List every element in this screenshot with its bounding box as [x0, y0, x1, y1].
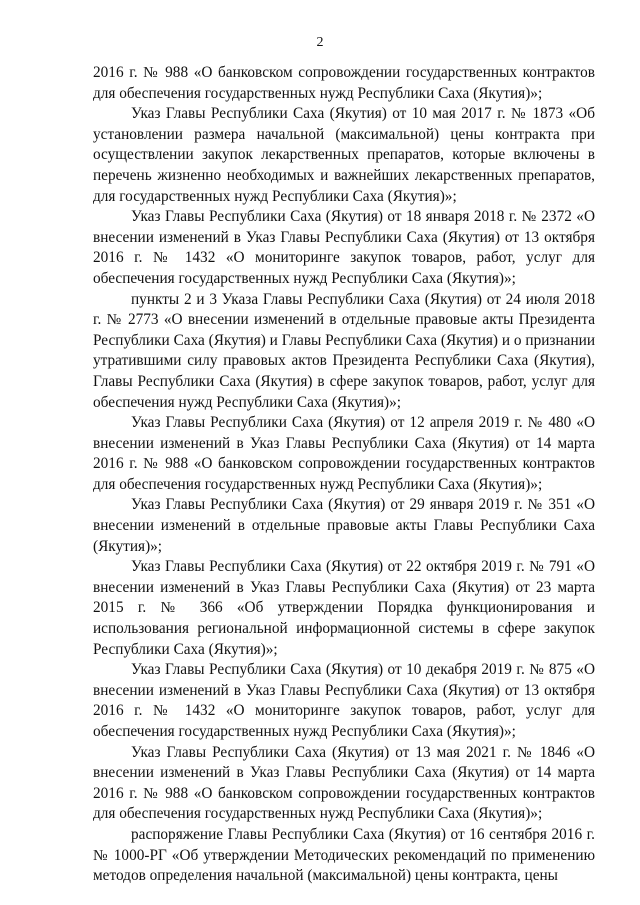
paragraph: пункты 2 и 3 Указа Главы Республики Саха (Якутия) от 24 июля 2018 г. № 2773 «О внесении изменений в отдельные правовые акты Президента Республики Саха (Якутия) и Главы Республики Саха (Якутия) и о признании утратившими силу правовых актов Президента Республики Саха (Якутия), Главы Республики Саха (Якутия) в сфере закупок товаров, работ, услуг для обеспечения нужд Республики Саха (Якутия)»;	[93, 290, 595, 411]
paragraph: Указ Главы Республики Саха (Якутия) от 10 декабря 2019 г. № 875 «О внесении изменений в Указ Главы Республики Саха (Якутия) от 13 октября 2016 г. № 1432 «О мониторинге закупок товаров, работ, услуг для обеспечения государственных нужд Республики Саха (Якутия)»;	[93, 661, 595, 740]
document-body	[93, 63, 595, 887]
paragraph: Указ Главы Республики Саха (Якутия) от 29 января 2019 г. № 351 «О внесении изменений в отдельные правовые акты Главы Республики Саха (Якутия)»;	[93, 496, 595, 555]
paragraph: Указ Главы Республики Саха (Якутия) от 12 апреля 2019 г. № 480 «О внесении изменений в Указ Главы Республики Саха (Якутия) от 14 марта 2016 г. № 988 «О банковском сопровождении государственных контрактов для обеспечения государственных нужд Республики Саха (Якутия)»;	[93, 414, 595, 493]
page-number: 2	[316, 35, 324, 50]
paragraph: Указ Главы Республики Саха (Якутия) от 18 января 2018 г. № 2372 «О внесении изменений в Указ Главы Республики Саха (Якутия) от 13 октября 2016 г. № 1432 «О мониторинге закупок товаров, работ, услуг для обеспечения государственных нужд Республики Саха (Якутия)»;	[93, 208, 595, 287]
paragraph: 2016 г. № 988 «О банковском сопровождении государственных контрактов для обеспечения государственных нужд Республики Саха (Якутия)»;	[93, 64, 595, 102]
paragraph: распоряжение Главы Республики Саха (Якутия) от 16 сентября 2016 г. № 1000-РГ «Об утверждении Методических рекомендаций по применению методов определения начальной (максимальной) цены контракта, цены	[93, 825, 595, 885]
paragraph: Указ Главы Республики Саха (Якутия) от 22 октября 2019 г. № 791 «О внесении изменений в Указ Главы Республики Саха (Якутия) от 23 марта 2015 г. № 366 «Об утверждении Порядка функционирования и использования региональной информационной системы в сфере закупок Республики Саха (Якутия)»;	[93, 558, 595, 658]
paragraph: Указ Главы Республики Саха (Якутия) от 10 мая 2017 г. № 1873 «Об установлении размера начальной (максимальной) цены контракта при осуществлении закупок лекарственных препаратов, которые включены в перечень жизненно необходимых и важнейших лекарственных препаратов, для государственных нужд Республики Саха (Якутия)»;	[93, 105, 595, 205]
paragraph: Указ Главы Республики Саха (Якутия) от 13 мая 2021 г. № 1846 «О внесении изменений в Указ Главы Республики Саха (Якутия) от 14 марта 2016 г. № 988 «О банковском сопровождении государственных контрактов для обеспечения государственных нужд Республики Саха (Якутия)»;	[93, 743, 595, 823]
